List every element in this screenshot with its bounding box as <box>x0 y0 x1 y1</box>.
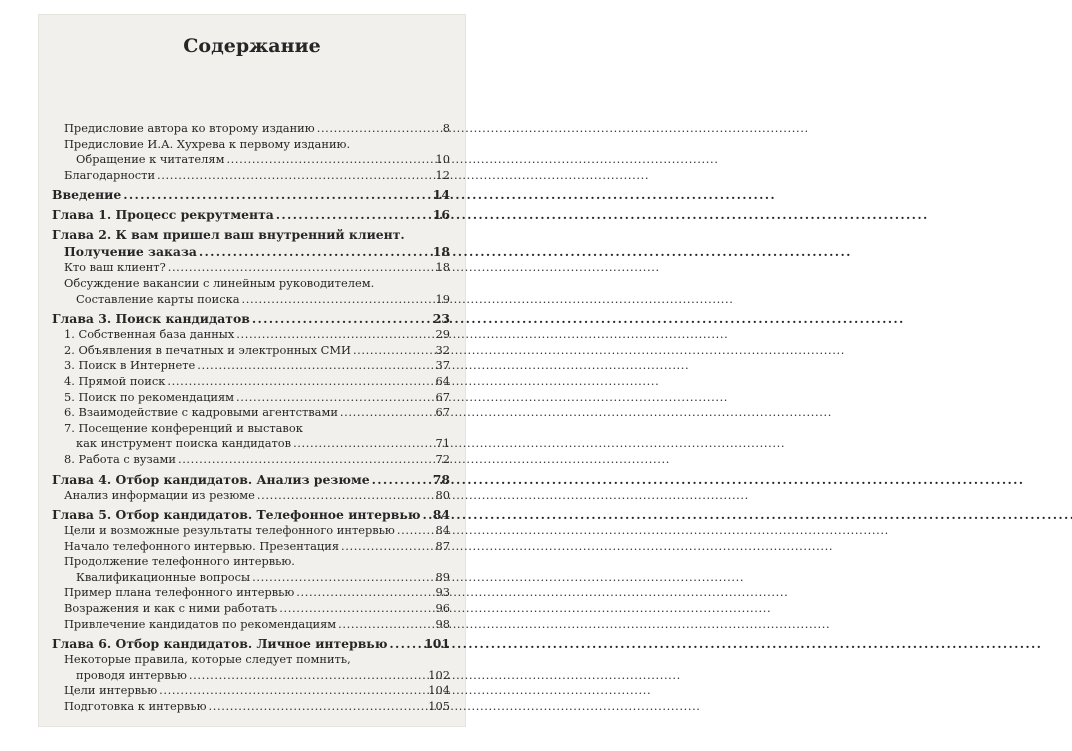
toc-page-number: 93 <box>435 585 450 600</box>
toc-chapter-entry <box>52 310 450 327</box>
toc-page-number: 18 <box>432 244 450 260</box>
toc-entry-title-line: Квалификационные вопросы <box>76 569 251 584</box>
table-of-contents <box>52 121 450 715</box>
toc-entry-title-line: 6. Взаимодействие с кадровыми агентствами <box>64 405 338 420</box>
toc-page-number: 87 <box>435 538 450 553</box>
toc-entry-title-line: 5. Поиск по рекомендациям <box>64 389 235 404</box>
dot-leader <box>389 635 422 652</box>
toc-entry-title-line: Предисловие автора ко второму изданию <box>64 121 315 135</box>
toc-entry-title-line: Возражения и как с ними работать <box>64 601 278 616</box>
dot-leader <box>353 343 434 359</box>
toc-page-number: 8 <box>442 121 450 135</box>
dot-leader <box>157 168 433 184</box>
dot-leader <box>167 374 433 390</box>
toc-entry-title-line: Глава 3. Поиск кандидатов <box>52 311 250 327</box>
toc-entry-title-line: Кто ваш клиент? <box>64 260 166 275</box>
dot-leader <box>242 292 434 308</box>
dot-leader <box>340 405 434 421</box>
toc-page-number: 102 <box>428 667 450 682</box>
toc-page-number: 19 <box>435 291 450 306</box>
toc-page-number: 96 <box>435 601 450 616</box>
dot-leader <box>252 310 431 327</box>
toc-entry-title-line: Привлечение кандидатов по рекомендациям <box>64 616 337 631</box>
toc-page-number: 105 <box>428 699 450 714</box>
dot-leader <box>199 243 431 260</box>
toc-section-entry <box>52 121 450 137</box>
toc-section-entry <box>52 523 450 539</box>
toc-section-entry <box>52 374 450 390</box>
toc-entry-title-line: Получение заказа <box>64 244 197 260</box>
toc-entry-title-line: Начало телефонного интервью. Презентация <box>64 538 340 553</box>
toc-section-entry <box>52 488 450 504</box>
toc-entry-title-line: Глава 5. Отбор кандидатов. Телефонное интервью <box>52 507 421 523</box>
toc-entry-title-line: Подготовка к интервью <box>64 699 207 714</box>
dot-leader <box>189 668 426 684</box>
toc-section-entry <box>52 554 450 585</box>
toc-entry-title-line: Введение <box>52 187 122 203</box>
toc-page-number: 67 <box>435 405 450 420</box>
toc-section-entry <box>52 137 450 168</box>
toc-page-number: 14 <box>432 187 450 203</box>
toc-entry-title-line: Обсуждение вакансии с линейным руководителем. <box>64 275 375 290</box>
toc-page-number: 18 <box>435 260 450 275</box>
dot-leader <box>209 699 427 715</box>
toc-page-number: 12 <box>435 167 450 182</box>
toc-page-number: 29 <box>435 327 450 342</box>
dot-leader <box>226 152 433 168</box>
dot-leader <box>372 471 431 488</box>
toc-page-number: 67 <box>435 389 450 404</box>
toc-page-number: 37 <box>435 358 450 373</box>
dot-leader <box>159 683 426 699</box>
toc-section-entry <box>52 452 450 468</box>
dot-leader <box>178 452 434 468</box>
toc-entry-title-line: Анализ информации из резюме <box>64 487 255 502</box>
toc-section-entry <box>52 405 450 421</box>
toc-page-number: 23 <box>432 311 450 327</box>
toc-chapter-entry <box>52 226 450 260</box>
toc-section-entry <box>52 421 450 452</box>
toc-entry-title-line: 1. Собственная база данных <box>64 327 235 342</box>
toc-section-entry <box>52 699 450 715</box>
toc-section-entry <box>52 617 450 633</box>
toc-entry-title-line: Составление карты поиска <box>76 291 240 306</box>
toc-section-entry <box>52 168 450 184</box>
toc-entry-title-line: 4. Прямой поиск <box>64 373 166 388</box>
toc-entry-title-line: Глава 4. Отбор кандидатов. Анализ резюме <box>52 471 370 487</box>
dot-leader <box>293 436 433 452</box>
page-title: Содержание <box>183 35 321 57</box>
toc-entry-title-line: 7. Посещение конференций и выставок <box>64 420 303 435</box>
toc-section-entry <box>52 327 450 343</box>
toc-section-entry <box>52 343 450 359</box>
toc-section-entry <box>52 358 450 374</box>
dot-leader <box>341 539 433 555</box>
toc-entry-title-line: проводя интервью <box>76 667 187 682</box>
toc-entry-title-line: Глава 2. К вам пришел ваш внутренний клиент. <box>52 227 405 243</box>
toc-entry-title-line: Продолжение телефонного интервью. <box>64 554 295 569</box>
dot-leader <box>236 390 433 406</box>
dot-leader <box>338 617 433 633</box>
dot-leader <box>397 523 434 539</box>
toc-page-number: 78 <box>432 471 450 487</box>
toc-page-number: 72 <box>435 451 450 466</box>
dot-leader <box>279 601 433 617</box>
toc-entry-title-line: Благодарности <box>64 167 156 182</box>
toc-section-entry <box>52 276 450 307</box>
toc-page-number: 16 <box>432 207 450 223</box>
dot-leader <box>276 206 431 223</box>
toc-section-entry <box>52 601 450 617</box>
toc-section-entry <box>52 585 450 601</box>
toc-section-entry <box>52 539 450 555</box>
toc-page-number: 10 <box>435 152 450 167</box>
toc-entry-title-line: Цели и возможные результаты телефонного интервью <box>64 523 395 538</box>
toc-entry-title-line: 2. Объявления в печатных и электронных СМИ <box>64 342 351 357</box>
dot-leader <box>257 488 434 504</box>
toc-entry-title-line: Предисловие И.А. Хухрева к первому изданию. <box>64 136 351 151</box>
dot-leader <box>317 121 441 137</box>
toc-page-number: 84 <box>435 523 450 538</box>
toc-page-number: 71 <box>435 436 450 451</box>
toc-entry-title-line: 8. Работа с вузами <box>64 451 176 466</box>
toc-chapter-entry <box>52 506 450 523</box>
dot-leader <box>236 327 433 343</box>
toc-chapter-entry <box>52 635 450 652</box>
toc-section-entry <box>52 260 450 276</box>
toc-entry-title-line: Обращение к читателям <box>76 152 225 167</box>
dot-leader <box>296 585 433 601</box>
toc-page-number: 101 <box>424 636 450 652</box>
toc-chapter-entry <box>52 206 450 223</box>
toc-entry-title-line: Пример плана телефонного интервью <box>64 585 295 600</box>
dot-leader <box>168 260 434 276</box>
toc-entry-title-line: 3. Поиск в Интернете <box>64 358 196 373</box>
toc-page-number: 64 <box>435 373 450 388</box>
dot-leader <box>252 570 433 586</box>
toc-page-number: 104 <box>428 683 450 698</box>
dot-leader <box>422 506 430 523</box>
toc-section-entry <box>52 683 450 699</box>
toc-entry-title-line: как инструмент поиска кандидатов <box>76 436 292 451</box>
dot-leader <box>123 186 431 203</box>
toc-page-number: 80 <box>435 487 450 502</box>
toc-entry-title-line: Некоторые правила, которые следует помнить, <box>64 652 351 667</box>
toc-entry-title-line: Цели интервью <box>64 683 158 698</box>
toc-section-entry <box>52 652 450 683</box>
toc-entry-title-line: Глава 1. Процесс рекрутмента <box>52 207 274 223</box>
toc-page-number: 89 <box>435 569 450 584</box>
toc-chapter-entry <box>52 186 450 203</box>
toc-page-number: 84 <box>432 507 450 523</box>
toc-page-number: 98 <box>435 616 450 631</box>
dot-leader <box>197 358 433 374</box>
toc-section-entry <box>52 390 450 406</box>
toc-chapter-entry <box>52 471 450 488</box>
toc-entry-title-line: Глава 6. Отбор кандидатов. Личное интервью <box>52 636 388 652</box>
toc-page-number: 32 <box>435 342 450 357</box>
book-page <box>38 14 466 727</box>
